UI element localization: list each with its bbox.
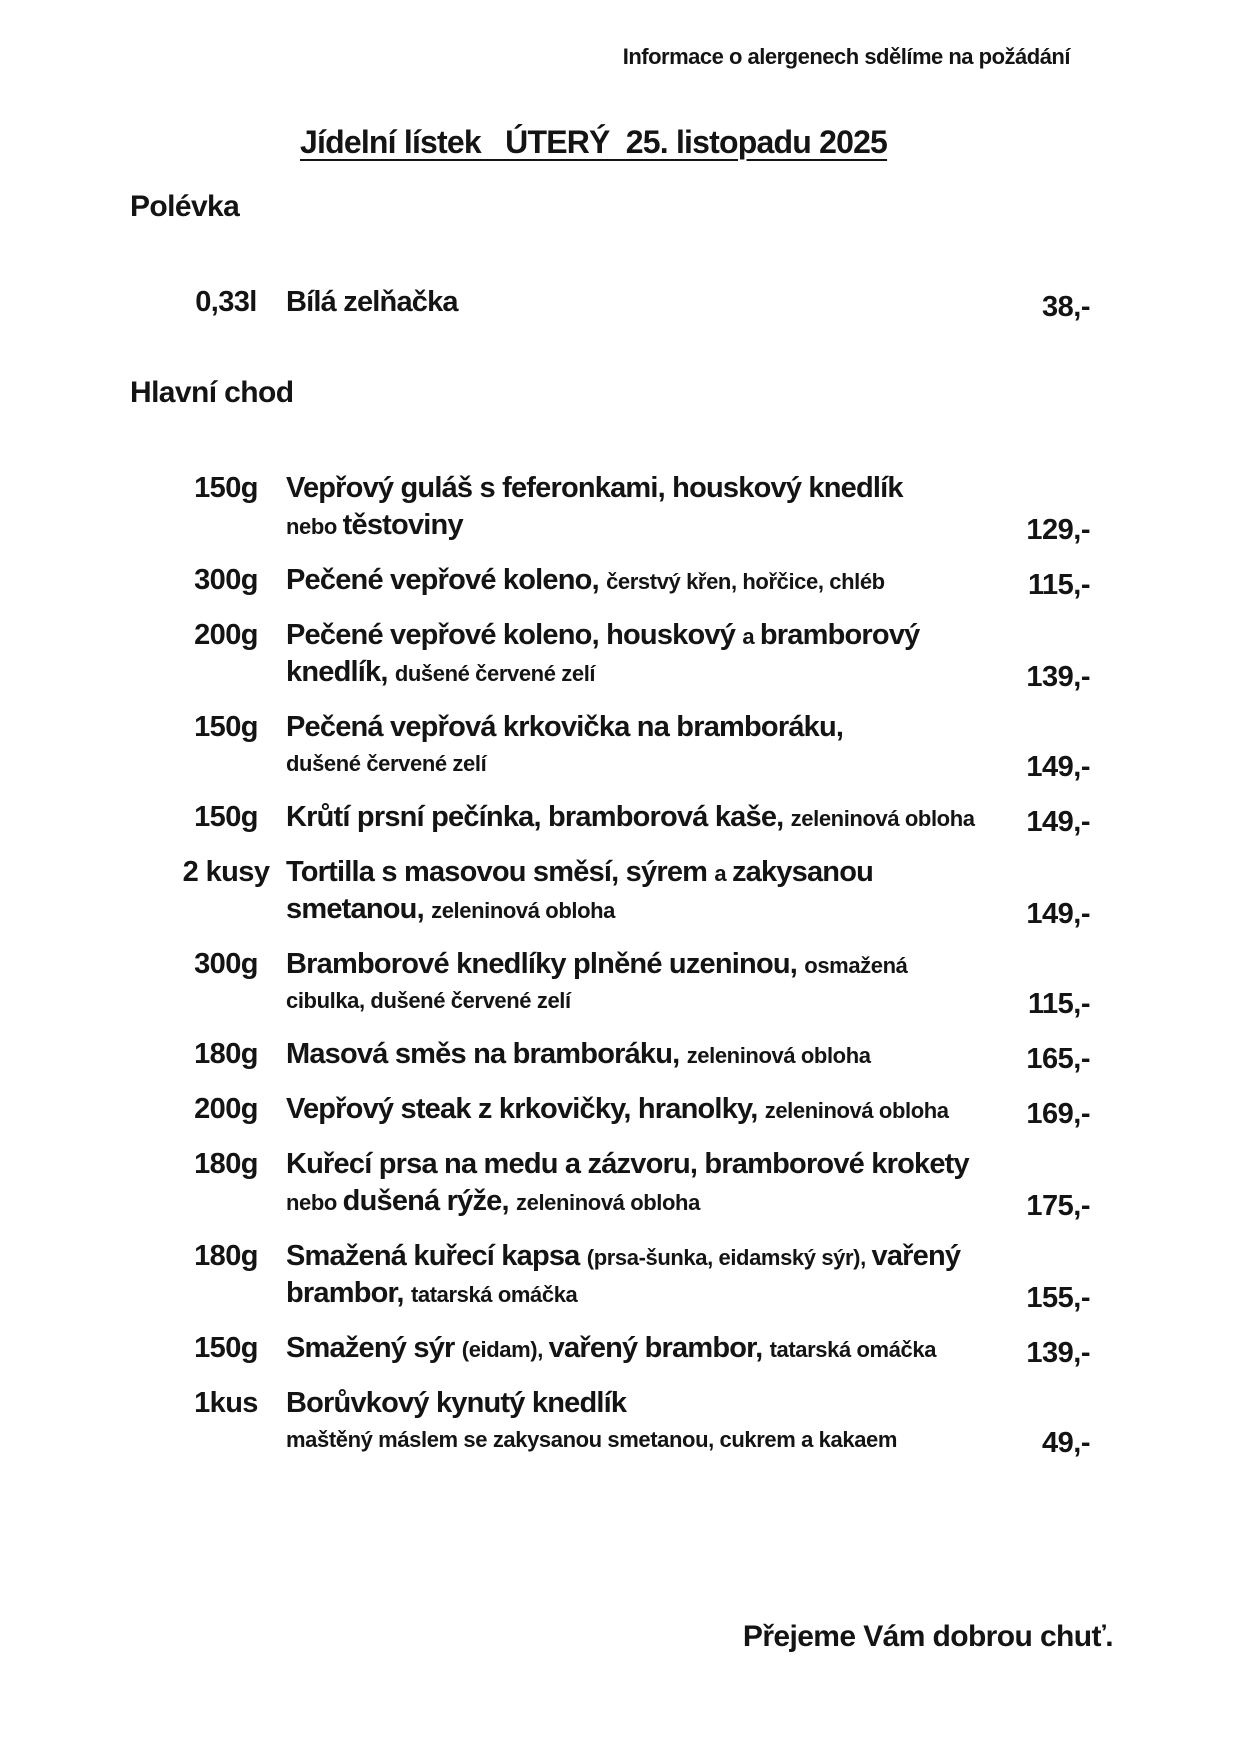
item-name-line	[286, 748, 1004, 783]
item-name-line	[286, 472, 1004, 509]
item-name-text: Pečené vepřové koleno,	[286, 564, 607, 596]
item-name-text: Vepřový steak z krkovičky, hranolky,	[286, 1093, 765, 1125]
menu-item-row	[0, 801, 1240, 838]
item-name-text: Pečené vepřové koleno, houskový	[286, 619, 743, 651]
item-name-text: těstoviny	[342, 509, 463, 541]
page-title: Jídelní lístek ÚTERÝ 25. listopadu 2025	[300, 124, 888, 160]
item-name-text: osmažená	[804, 953, 908, 978]
item-name	[286, 619, 1004, 693]
menu-item-row	[0, 1240, 1240, 1314]
item-name-text: dušené červené zelí	[394, 661, 596, 686]
item-name-text: Tortilla s masovou směsí, sýrem	[286, 856, 715, 888]
item-price: 155,-	[1026, 1282, 1090, 1314]
menu-item-row	[0, 711, 1240, 783]
item-quantity: 150g	[194, 1332, 258, 1364]
section-heading-soup: Polévka	[130, 190, 240, 223]
item-quantity: 150g	[194, 801, 258, 833]
item-name-text: Borůvkový kynutý knedlík	[286, 1387, 627, 1419]
item-name-text: zeleninová obloha	[516, 1190, 700, 1215]
item-name-text: Kuřecí prsa na medu a zázvoru, bramborové krokety	[286, 1148, 969, 1180]
item-name-text: knedlík,	[286, 656, 395, 688]
menu-item-row	[0, 286, 1240, 323]
item-name-line	[286, 893, 1004, 930]
item-name-text: nebo	[286, 514, 343, 539]
item-price: 49,-	[1042, 1427, 1090, 1459]
item-price: 149,-	[1026, 806, 1090, 838]
item-name-text: vařený	[871, 1240, 961, 1272]
item-name-text: dušené červené zelí	[286, 751, 487, 776]
menu-item-row	[0, 1038, 1240, 1075]
item-name-line	[286, 856, 1004, 893]
item-name	[286, 1387, 1004, 1459]
item-name	[286, 1332, 1004, 1369]
item-name	[286, 856, 1004, 930]
item-name-line	[286, 948, 1004, 985]
item-name-text: a	[742, 624, 760, 649]
item-name-line	[286, 985, 1004, 1020]
item-name-text: (eidam),	[461, 1337, 549, 1362]
item-quantity: 150g	[194, 472, 258, 504]
item-price: 149,-	[1026, 898, 1090, 930]
item-price: 175,-	[1026, 1190, 1090, 1222]
item-quantity: 200g	[194, 619, 258, 651]
item-name-text: tatarská omáčka	[410, 1282, 578, 1307]
item-name-text: bramborový	[759, 619, 920, 651]
item-name-line	[286, 1277, 1004, 1314]
item-quantity: 200g	[194, 1093, 258, 1125]
menu-item-row	[0, 1332, 1240, 1369]
item-name-line	[286, 1093, 1004, 1130]
item-name	[286, 1148, 1004, 1222]
item-name-line	[286, 286, 1004, 323]
item-quantity: 1kus	[194, 1387, 258, 1419]
menu-item-row	[0, 948, 1240, 1020]
item-name-text: cibulka, dušené červené zelí	[286, 988, 571, 1013]
item-name-line	[286, 1387, 1004, 1424]
item-name-text: Krůtí prsní pečínka, bramborová kaše,	[286, 801, 791, 833]
item-price: 149,-	[1026, 751, 1090, 783]
item-name-text: Smažená kuřecí kapsa	[286, 1240, 587, 1272]
item-name-line	[286, 1332, 1004, 1369]
menu-item-row	[0, 472, 1240, 546]
item-name-text: zeleninová obloha	[764, 1098, 949, 1123]
item-name-line	[286, 1240, 1004, 1277]
item-name	[286, 711, 1004, 783]
item-name-line	[286, 1148, 1004, 1185]
menu-item-row	[0, 619, 1240, 693]
item-name	[286, 472, 1004, 546]
item-quantity: 180g	[194, 1148, 258, 1180]
item-quantity: 2 kusy	[182, 856, 270, 888]
item-name-text: Vepřový guláš s feferonkami, houskový knedlík	[286, 472, 903, 504]
item-name-text: maštěný máslem se zakysanou smetanou, cukrem a kakaem	[286, 1427, 898, 1452]
item-name	[286, 1240, 1004, 1314]
item-name-line	[286, 801, 1004, 838]
item-name-text: zeleninová obloha	[790, 806, 975, 831]
section-heading-main-course: Hlavní chod	[130, 376, 294, 409]
item-name-text: brambor,	[286, 1277, 411, 1309]
item-name-line	[286, 711, 1004, 748]
item-name-line	[286, 1038, 1004, 1075]
item-name-line	[286, 1185, 1004, 1222]
main-course-list	[0, 472, 1240, 1477]
item-name-text: smetanou,	[286, 893, 432, 925]
item-price: 139,-	[1026, 1337, 1090, 1369]
item-price: 115,-	[1028, 569, 1090, 601]
item-name-text: Masová směs na bramboráku,	[286, 1038, 687, 1070]
item-price: 165,-	[1026, 1043, 1090, 1075]
menu-item-row	[0, 1387, 1240, 1459]
menu-item-row	[0, 1148, 1240, 1222]
item-name-line	[286, 1424, 1004, 1459]
item-name-text: zeleninová obloha	[686, 1043, 871, 1068]
item-price: 129,-	[1026, 514, 1090, 546]
item-name	[286, 564, 1004, 601]
item-name	[286, 286, 1004, 323]
item-name-line	[286, 564, 1004, 601]
item-quantity: 180g	[194, 1240, 258, 1272]
item-name	[286, 1038, 1004, 1075]
item-quantity: 180g	[194, 1038, 258, 1070]
item-quantity: 0,33l	[195, 286, 257, 318]
item-price: 169,-	[1026, 1098, 1090, 1130]
item-quantity: 300g	[194, 564, 258, 596]
menu-item-row	[0, 1093, 1240, 1130]
item-name-text: tatarská omáčka	[769, 1337, 937, 1362]
item-quantity: 150g	[194, 711, 258, 743]
item-name-text: vařený brambor,	[548, 1332, 770, 1364]
soup-section	[0, 286, 1240, 341]
menu-item-row	[0, 856, 1240, 930]
item-name-line	[286, 619, 1004, 656]
footer-message: Přejeme Vám dobrou chuť.	[742, 1620, 1113, 1653]
item-name	[286, 948, 1004, 1020]
item-name-line	[286, 656, 1004, 693]
allergen-note: Informace o alergenech sdělíme na požádání	[622, 44, 1070, 69]
item-name-text: Bramborové knedlíky plněné uzeninou,	[286, 948, 805, 980]
item-name-text: Bílá zelňačka	[286, 286, 458, 318]
item-quantity: 300g	[194, 948, 258, 980]
menu-item-row	[0, 564, 1240, 601]
item-price: 115,-	[1028, 988, 1090, 1020]
item-name-text: a	[714, 861, 732, 886]
item-name-line	[286, 509, 1004, 546]
item-name-text: (prsa-šunka, eidamský sýr),	[586, 1245, 872, 1270]
item-name	[286, 801, 1004, 838]
item-name-text: zakysanou	[731, 856, 874, 888]
item-name-text: čerstvý křen, hořčice, chléb	[606, 569, 885, 594]
item-name-text: zeleninová obloha	[431, 898, 615, 923]
item-name-text: Smažený sýr	[286, 1332, 462, 1364]
item-name-text: Pečená vepřová krkovička na bramboráku,	[286, 711, 844, 743]
item-price: 139,-	[1026, 661, 1090, 693]
item-name-text: dušená rýže,	[342, 1185, 517, 1217]
item-name-text: nebo	[286, 1190, 343, 1215]
item-name	[286, 1093, 1004, 1130]
item-price: 38,-	[1042, 291, 1090, 323]
